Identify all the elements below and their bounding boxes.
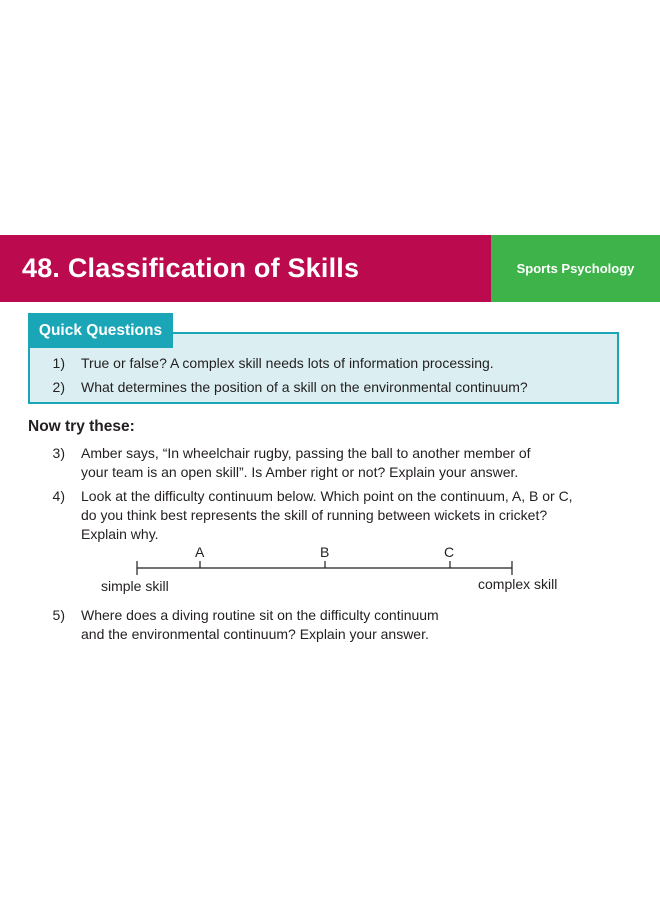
page-header — [0, 235, 660, 302]
page-title: 48. Classification of Skills — [22, 253, 360, 283]
question-4-line-3: Explain why. — [81, 526, 159, 542]
question-4-line-1: Look at the difficulty continuum below. Which point on the continuum, A, B or C, — [81, 488, 573, 504]
question-4-number: 4) — [52, 488, 65, 504]
question-2-number: 2) — [52, 379, 65, 395]
question-3-line-2: your team is an open skill”. Is Amber right or not? Explain your answer. — [81, 464, 519, 480]
continuum-right-label: complex skill — [478, 576, 558, 592]
category-banner — [491, 235, 660, 302]
category-label: Sports Psychology — [516, 261, 635, 276]
question-4-line-2: do you think best represents the skill of running between wickets in cricket? — [81, 507, 548, 523]
question-1-text: True or false? A complex skill needs lots of information processing. — [81, 355, 494, 371]
question-2-text: What determines the position of a skill on the environmental continuum? — [81, 379, 528, 395]
question-3-line-1: Amber says, “In wheelchair rugby, passing the ball to another member of — [81, 445, 531, 461]
continuum-line-graphic — [0, 540, 660, 600]
continuum-point-b: B — [320, 544, 330, 560]
question-5-number: 5) — [52, 607, 65, 623]
continuum-left-label: simple skill — [101, 578, 169, 594]
continuum-point-c: C — [444, 544, 455, 560]
title-bar — [0, 235, 491, 302]
question-5-line-2: and the environmental continuum? Explain your answer. — [81, 626, 429, 642]
question-1-number: 1) — [52, 355, 65, 371]
section-heading: Now try these: — [28, 418, 135, 435]
difficulty-continuum — [0, 540, 660, 600]
continuum-point-a: A — [195, 544, 205, 560]
quick-questions-tab — [28, 313, 173, 348]
question-3-number: 3) — [52, 445, 65, 461]
quick-questions-title: Quick Questions — [38, 321, 163, 339]
question-5-line-1: Where does a diving routine sit on the difficulty continuum — [81, 607, 439, 623]
